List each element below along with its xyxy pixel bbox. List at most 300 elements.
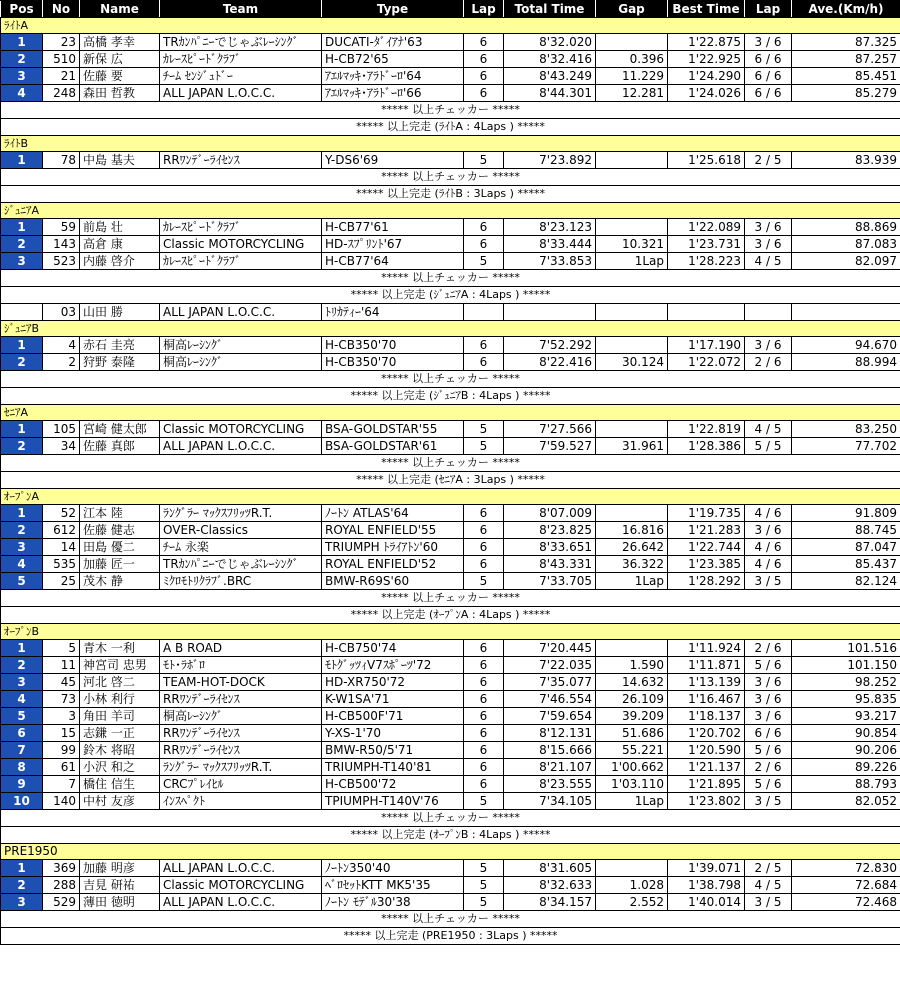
result-best-time: 1'22.925 [668,51,745,68]
result-total-time: 8'23.825 [504,522,596,539]
finish-note: ***** 以上完走 (ﾗｲﾄB : 3Laps ) ***** [1,186,900,203]
result-best-time: 1'16.467 [668,691,745,708]
result-team: Classic MOTORCYCLING [160,421,322,438]
result-total-time: 7'22.035 [504,657,596,674]
result-team: Classic MOTORCYCLING [160,877,322,894]
result-best-lap: 6 / 6 [745,51,792,68]
result-total-time: 7'46.554 [504,691,596,708]
result-team: 桐高ﾚｰｼﾝｸﾞ [160,337,322,354]
result-row [1,354,900,371]
class-name: ｼﾞｭﾆｱB [1,321,900,337]
result-pos: 2 [1,51,43,68]
result-total-time: 8'15.666 [504,742,596,759]
result-gap [596,505,668,522]
result-pos: 2 [1,438,43,455]
result-best-time: 1'20.702 [668,725,745,742]
result-best-lap: 4 / 6 [745,556,792,573]
result-best-time: 1'21.895 [668,776,745,793]
result-pos: 2 [1,522,43,539]
result-team: ｲﾝｽﾍﾟｸﾄ [160,793,322,810]
result-gap [596,219,668,236]
result-best-lap: 2 / 5 [745,152,792,169]
result-pos: 1 [1,34,43,51]
result-row [1,51,900,68]
result-best-lap: 3 / 5 [745,793,792,810]
result-average-speed: 85.279 [792,85,900,102]
result-name: 志鎌 一正 [80,725,160,742]
class-header-row [1,844,900,860]
class-header-row [1,136,900,152]
result-type: H-CB72'65 [322,51,464,68]
result-average-speed [792,304,900,321]
result-best-time: 1'23.802 [668,793,745,810]
result-team: Classic MOTORCYCLING [160,236,322,253]
result-best-time: 1'22.072 [668,354,745,371]
result-best-lap: 6 / 6 [745,68,792,85]
result-gap: 26.642 [596,539,668,556]
result-row [1,522,900,539]
result-best-lap: 4 / 5 [745,253,792,270]
result-no: 535 [43,556,80,573]
result-no: 45 [43,674,80,691]
result-row [1,253,900,270]
result-best-lap: 3 / 6 [745,708,792,725]
results-body [1,18,900,945]
result-best-time: 1'25.618 [668,152,745,169]
result-team: TRｶﾝﾊﾟﾆｰでじゃぶﾚｰｼﾝｸﾞ [160,34,322,51]
result-type: ﾉｰﾄﾝ ATLAS'64 [322,505,464,522]
result-row [1,742,900,759]
result-no: 73 [43,691,80,708]
result-total-time: 8'22.416 [504,354,596,371]
result-lap: 6 [464,640,504,657]
result-name: 加藤 明彦 [80,860,160,877]
result-gap [596,152,668,169]
result-best-time: 1'28.292 [668,573,745,590]
result-gap: 1Lap [596,793,668,810]
result-total-time: 8'34.157 [504,894,596,911]
result-pos: 3 [1,894,43,911]
result-average-speed: 72.468 [792,894,900,911]
checker-note: ***** 以上チェッカー ***** [1,371,900,388]
result-best-time: 1'39.071 [668,860,745,877]
result-name: 内藤 啓介 [80,253,160,270]
result-lap: 6 [464,759,504,776]
result-pos: 5 [1,708,43,725]
result-pos: 9 [1,776,43,793]
result-gap: 1.028 [596,877,668,894]
finish-note: ***** 以上完走 (ｵｰﾌﾟﾝB : 4Laps ) ***** [1,827,900,844]
finish-note: ***** 以上完走 (ｼﾞｭﾆｱB : 4Laps ) ***** [1,388,900,405]
result-lap: 5 [464,877,504,894]
result-average-speed: 83.939 [792,152,900,169]
result-no: 99 [43,742,80,759]
result-gap [596,640,668,657]
checker-note: ***** 以上チェッカー ***** [1,911,900,928]
result-row [1,691,900,708]
result-name: 高橋 孝幸 [80,34,160,51]
result-best-time: 1'18.137 [668,708,745,725]
result-type: HD-ｽﾌﾟﾘﾝﾄ'67 [322,236,464,253]
result-best-lap [745,304,792,321]
result-best-time: 1'24.026 [668,85,745,102]
result-name: 橋住 信生 [80,776,160,793]
result-lap: 6 [464,674,504,691]
result-type: H-CB350'70 [322,354,464,371]
result-best-lap: 5 / 6 [745,776,792,793]
result-row [1,337,900,354]
result-name: 茂木 静 [80,573,160,590]
finish-note-row [1,472,900,489]
result-gap: 30.124 [596,354,668,371]
result-average-speed: 90.206 [792,742,900,759]
result-average-speed: 72.830 [792,860,900,877]
result-team: ﾗﾝｸﾞﾗｰ ﾏｯｸｽﾌﾘｯﾂR.T. [160,759,322,776]
result-average-speed: 90.854 [792,725,900,742]
result-best-time: 1'21.283 [668,522,745,539]
result-no: 4 [43,337,80,354]
result-no: 21 [43,68,80,85]
result-average-speed: 94.670 [792,337,900,354]
header-best-lap: Lap [745,1,792,18]
result-no: 7 [43,776,80,793]
finish-note: ***** 以上完走 (ｼﾞｭﾆｱA : 4Laps ) ***** [1,287,900,304]
result-lap: 6 [464,85,504,102]
result-gap [596,860,668,877]
result-pos: 6 [1,725,43,742]
result-no: 369 [43,860,80,877]
result-type: BSA-GOLDSTAR'55 [322,421,464,438]
result-name: 前島 壮 [80,219,160,236]
result-name: 森田 哲教 [80,85,160,102]
result-average-speed: 88.793 [792,776,900,793]
result-best-time: 1'38.798 [668,877,745,894]
result-team: RRﾜﾝﾃﾞｰﾗｲｾﾝｽ [160,691,322,708]
result-gap: 1Lap [596,253,668,270]
header-lap: Lap [464,1,504,18]
result-type: K-W1SA'71 [322,691,464,708]
result-pos: 1 [1,219,43,236]
result-name: 吉見 研祐 [80,877,160,894]
result-best-time: 1'19.735 [668,505,745,522]
result-pos: 4 [1,85,43,102]
finish-note: ***** 以上完走 (ｵｰﾌﾟﾝA : 4Laps ) ***** [1,607,900,624]
result-best-lap: 3 / 6 [745,674,792,691]
result-name: 狩野 泰隆 [80,354,160,371]
class-name: PRE1950 [1,844,900,860]
result-no: 78 [43,152,80,169]
result-lap: 6 [464,657,504,674]
result-pos: 2 [1,877,43,894]
class-name: ｼﾞｭﾆｱA [1,203,900,219]
result-name: 佐藤 要 [80,68,160,85]
result-lap: 6 [464,522,504,539]
result-team: TEAM-HOT-DOCK [160,674,322,691]
result-row [1,860,900,877]
result-type: H-CB750'74 [322,640,464,657]
finish-note-row [1,827,900,844]
result-type: ﾉｰﾄﾝ350'40 [322,860,464,877]
header-row [1,1,900,18]
result-no: 105 [43,421,80,438]
result-average-speed: 72.684 [792,877,900,894]
result-type: ﾉｰﾄﾝ ﾓﾃﾞﾙ30'38 [322,894,464,911]
result-no: 3 [43,708,80,725]
result-lap: 5 [464,793,504,810]
result-average-speed: 83.250 [792,421,900,438]
result-row [1,34,900,51]
result-best-lap: 3 / 5 [745,894,792,911]
finish-note-row [1,119,900,136]
result-type: ﾍﾞﾛｾｯﾄKTT MK5'35 [322,877,464,894]
result-team: ﾁｰﾑ ｾﾝｼﾞｭﾄﾞｰ [160,68,322,85]
result-total-time: 7'35.077 [504,674,596,691]
result-gap: 10.321 [596,236,668,253]
result-total-time: 7'20.445 [504,640,596,657]
result-gap: 55.221 [596,742,668,759]
result-gap: 26.109 [596,691,668,708]
result-total-time: 7'33.853 [504,253,596,270]
result-best-lap: 4 / 5 [745,421,792,438]
result-pos: 8 [1,759,43,776]
result-total-time: 7'52.292 [504,337,596,354]
result-best-time: 1'21.137 [668,759,745,776]
header-type: Type [322,1,464,18]
result-row [1,573,900,590]
result-type: BMW-R50/5'71 [322,742,464,759]
result-gap: 2.552 [596,894,668,911]
result-best-time: 1'11.924 [668,640,745,657]
result-team: ALL JAPAN L.O.C.C. [160,438,322,455]
result-best-lap: 5 / 6 [745,742,792,759]
header-gap: Gap [596,1,668,18]
header-no: No [43,1,80,18]
result-best-lap: 3 / 6 [745,236,792,253]
class-header-row [1,405,900,421]
result-type: HD-XR750'72 [322,674,464,691]
checker-note-row [1,590,900,607]
result-best-time: 1'22.819 [668,421,745,438]
result-no: 25 [43,573,80,590]
result-lap: 6 [464,539,504,556]
result-team: 桐高ﾚｰｼﾝｸﾞ [160,354,322,371]
result-no: 510 [43,51,80,68]
result-type: DUCATI-ﾀﾞｲｱﾅ'63 [322,34,464,51]
result-type: TRIUMPH ﾄﾗｲｱﾄﾝ'60 [322,539,464,556]
result-pos: 10 [1,793,43,810]
result-total-time: 8'32.020 [504,34,596,51]
result-gap: 31.961 [596,438,668,455]
result-pos: 2 [1,354,43,371]
result-gap [596,337,668,354]
result-type: H-CB77'64 [322,253,464,270]
finish-note-row [1,388,900,405]
result-row [1,776,900,793]
result-pos: 3 [1,253,43,270]
result-row [1,68,900,85]
result-gap: 14.632 [596,674,668,691]
result-row [1,304,900,321]
result-pos: 1 [1,152,43,169]
result-best-time: 1'23.385 [668,556,745,573]
result-row [1,219,900,236]
result-name: 赤石 圭亮 [80,337,160,354]
result-row [1,152,900,169]
result-total-time: 8'33.444 [504,236,596,253]
result-type: Y-DS6'69 [322,152,464,169]
finish-note-row [1,928,900,945]
result-name: 河北 啓二 [80,674,160,691]
result-name: 神宮司 忠男 [80,657,160,674]
result-best-lap: 4 / 5 [745,877,792,894]
result-best-time: 1'20.590 [668,742,745,759]
result-pos: 4 [1,556,43,573]
result-best-time: 1'23.731 [668,236,745,253]
result-name: 田島 優二 [80,539,160,556]
result-total-time: 7'59.654 [504,708,596,725]
result-lap: 6 [464,68,504,85]
result-pos [1,304,43,321]
result-type: ﾓﾄｸﾞｯﾂｨV7ｽﾎﾟｰﾂ'72 [322,657,464,674]
result-best-lap: 4 / 6 [745,539,792,556]
result-lap: 6 [464,236,504,253]
result-name: 鈴木 将昭 [80,742,160,759]
checker-note: ***** 以上チェッカー ***** [1,455,900,472]
result-average-speed: 88.745 [792,522,900,539]
result-type: ROYAL ENFIELD'55 [322,522,464,539]
result-lap: 5 [464,152,504,169]
result-team: ALL JAPAN L.O.C.C. [160,860,322,877]
result-no: 34 [43,438,80,455]
result-average-speed: 98.252 [792,674,900,691]
result-pos: 1 [1,337,43,354]
class-header-row [1,321,900,337]
result-gap: 16.816 [596,522,668,539]
result-team: ﾁｰﾑ 永楽 [160,539,322,556]
result-no: 612 [43,522,80,539]
result-average-speed: 88.994 [792,354,900,371]
result-gap: 12.281 [596,85,668,102]
result-gap [596,304,668,321]
result-team: A B ROAD [160,640,322,657]
result-best-time: 1'28.386 [668,438,745,455]
result-team: TRｶﾝﾊﾟﾆｰでじゃぶﾚｰｼﾝｸﾞ [160,556,322,573]
result-lap: 5 [464,421,504,438]
result-row [1,674,900,691]
result-name: 小沢 和之 [80,759,160,776]
result-gap: 39.209 [596,708,668,725]
result-lap: 6 [464,691,504,708]
result-name: 中村 友彦 [80,793,160,810]
result-row [1,657,900,674]
result-total-time: 8'23.555 [504,776,596,793]
header-average-speed: Ave.(Km/h) [792,1,900,18]
checker-note-row [1,911,900,928]
result-best-lap: 3 / 5 [745,573,792,590]
result-name: 角田 羊司 [80,708,160,725]
result-total-time: 8'12.131 [504,725,596,742]
result-best-lap: 3 / 6 [745,691,792,708]
result-team: RRﾜﾝﾃﾞｰﾗｲｾﾝｽ [160,725,322,742]
result-lap: 6 [464,34,504,51]
result-best-lap: 2 / 6 [745,354,792,371]
result-type: Y-XS-1'70 [322,725,464,742]
result-row [1,539,900,556]
header-total-time: Total Time [504,1,596,18]
result-no: 59 [43,219,80,236]
result-gap: 51.686 [596,725,668,742]
result-name: 山田 勝 [80,304,160,321]
result-team: RRﾜﾝﾃﾞｰﾗｲｾﾝｽ [160,152,322,169]
finish-note: ***** 以上完走 (ﾗｲﾄA : 4Laps ) ***** [1,119,900,136]
result-gap: 1'00.662 [596,759,668,776]
result-total-time: 7'23.892 [504,152,596,169]
result-name: 江本 陸 [80,505,160,522]
checker-note: ***** 以上チェッカー ***** [1,169,900,186]
result-total-time: 8'07.009 [504,505,596,522]
result-row [1,505,900,522]
result-pos: 1 [1,860,43,877]
result-average-speed: 87.047 [792,539,900,556]
finish-note-row [1,607,900,624]
header-team: Team [160,1,322,18]
result-lap: 6 [464,505,504,522]
class-header-row [1,203,900,219]
result-row [1,556,900,573]
finish-note-row [1,186,900,203]
result-best-lap: 2 / 5 [745,860,792,877]
result-row [1,759,900,776]
result-no: 52 [43,505,80,522]
checker-note: ***** 以上チェッカー ***** [1,102,900,119]
result-name: 佐藤 健志 [80,522,160,539]
result-total-time: 7'33.705 [504,573,596,590]
result-gap [596,421,668,438]
checker-note-row [1,102,900,119]
result-best-time: 1'24.290 [668,68,745,85]
result-lap: 6 [464,354,504,371]
result-no: 529 [43,894,80,911]
result-row [1,438,900,455]
result-best-lap: 5 / 6 [745,657,792,674]
result-no: 248 [43,85,80,102]
result-no: 03 [43,304,80,321]
result-name: 小林 利行 [80,691,160,708]
result-type: H-CB350'70 [322,337,464,354]
result-name: 高倉 康 [80,236,160,253]
result-total-time: 7'34.105 [504,793,596,810]
result-gap: 11.229 [596,68,668,85]
result-best-lap: 6 / 6 [745,725,792,742]
result-lap: 5 [464,573,504,590]
result-total-time: 8'32.416 [504,51,596,68]
result-row [1,708,900,725]
result-best-time: 1'22.875 [668,34,745,51]
result-no: 2 [43,354,80,371]
result-average-speed: 91.809 [792,505,900,522]
result-gap: 1Lap [596,573,668,590]
result-no: 140 [43,793,80,810]
checker-note: ***** 以上チェッカー ***** [1,270,900,287]
result-total-time: 8'21.107 [504,759,596,776]
result-lap: 5 [464,860,504,877]
result-average-speed: 95.835 [792,691,900,708]
result-type: BSA-GOLDSTAR'61 [322,438,464,455]
result-best-lap: 2 / 6 [745,759,792,776]
result-average-speed: 82.124 [792,573,900,590]
result-best-time: 1'13.139 [668,674,745,691]
header-name: Name [80,1,160,18]
